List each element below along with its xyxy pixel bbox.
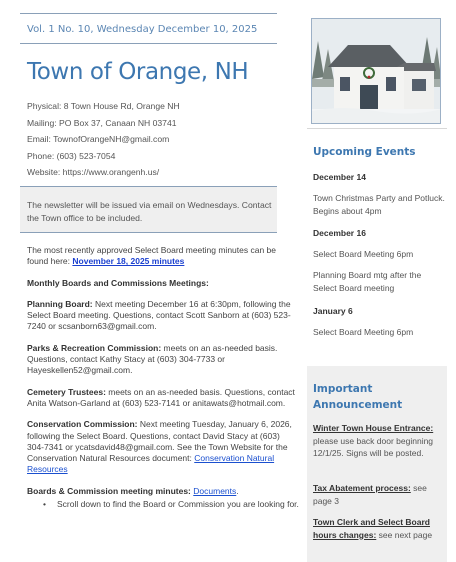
- meetings-heading: Monthly Boards and Commissions Meetings:: [27, 277, 209, 288]
- event-date: December 16: [313, 228, 366, 238]
- newsletter-notice-box: [20, 186, 277, 233]
- planning-board-paragraph: [27, 299, 299, 333]
- contact-email: Email: TownofOrangeNH@gmail.com: [27, 134, 170, 145]
- event-description: Planning Board mtg after the Select Board meeting: [313, 270, 422, 293]
- planning-board-label: Planning Board:: [27, 298, 93, 309]
- event-description: Select Board Meeting 6pm: [313, 249, 414, 259]
- parks-rec-label: Parks & Recreation Commission:: [27, 342, 162, 353]
- parks-rec-paragraph: [27, 343, 299, 377]
- planning-board-text: Next meeting December 16 at 6:30pm, following the Select Board meeting. Questions, contact Scott Sanborn at (603) 523-7240 or scsanborn63@gmail.com.: [27, 298, 291, 332]
- announcement-item: [313, 422, 443, 460]
- contact-block: [27, 98, 180, 181]
- conservation-link[interactable]: Conservation Natural Resources: [27, 453, 275, 475]
- event-date: January 6: [313, 306, 353, 316]
- boards-minutes-paragraph: [27, 486, 299, 511]
- mailing-address: Mailing: PO Box 37, Canaan NH 03741: [27, 117, 177, 128]
- parks-rec-text: meets on an as-needed basis. Questions, contact Kathy Stacy at (603) 304-7733 or Hayeskellen52@gmail.com.: [27, 342, 278, 376]
- cemetery-text: meets on an as-needed basis. Questions, contact Anita Watson-Garland at (603) 523-7141 or anitawats@hotmail.com.: [27, 386, 295, 408]
- newsletter-notice: The newsletter will be issued via email on Wednesdays. Contact the Town office to be included.: [27, 200, 272, 223]
- bullet-icon: •: [43, 499, 46, 510]
- contact-website: Website: https://www.orangenh.us/: [27, 167, 160, 178]
- event-date: December 14: [313, 172, 366, 182]
- event-description: Select Board Meeting 6pm: [313, 327, 414, 337]
- announcement-item: [313, 482, 443, 507]
- boards-minutes-label: Boards & Commission meeting minutes:: [27, 485, 191, 496]
- physical-address: Physical: 8 Town House Rd, Orange NH: [27, 101, 180, 111]
- announcement-text: see next page: [376, 529, 433, 540]
- announcement-title: Important Announcement: [313, 383, 403, 411]
- town-house-illustration: [312, 19, 441, 124]
- announcement-heading: Town Clerk and Select Board hours changes:: [313, 517, 430, 540]
- minutes-paragraph: [27, 245, 299, 268]
- documents-link[interactable]: Documents: [193, 485, 237, 496]
- list-item: [27, 499, 299, 510]
- page-title: Town of Orange, NH: [27, 59, 249, 85]
- cemetery-paragraph: [27, 387, 299, 410]
- issue-rule: [20, 43, 277, 44]
- announcement-item: [313, 516, 443, 541]
- bullet-text: Scroll down to find the Board or Commission you are looking for.: [57, 499, 299, 510]
- contact-phone: Phone: (603) 523-7054: [27, 150, 116, 161]
- cemetery-label: Cemetery Trustees:: [27, 386, 106, 397]
- minutes-link[interactable]: November 18, 2025 minutes: [72, 256, 185, 267]
- town-house-photo: [311, 18, 441, 124]
- announcement-text: please use back door beginning 12/1/25. Signs will be posted.: [313, 435, 434, 458]
- minutes-text: The most recently approved Select Board meeting minutes can be found here:: [27, 245, 276, 267]
- meetings-section: [27, 245, 299, 510]
- event-description: Town Christmas Party and Potluck. Begins about 4pm: [313, 193, 445, 216]
- announcement-heading: Winter Town House Entrance:: [313, 423, 434, 433]
- upcoming-events-title: Upcoming Events: [313, 146, 416, 158]
- boards-minutes-period: .: [236, 485, 239, 496]
- announcement-heading: Tax Abatement process:: [313, 483, 411, 493]
- announcement-text: see page 3: [313, 483, 427, 506]
- conservation-label: Conservation Commission:: [27, 419, 138, 430]
- conservation-text: Next meeting Tuesday, January 6, 2026, following the Select Board. Questions, contact David Stacy at (603) 304-7341 or ycatsdavid48@gmail.com. See the Town Website for the Conservation Natural Resources document:: [27, 419, 292, 464]
- top-rule: [20, 13, 277, 14]
- conservation-paragraph: [27, 419, 299, 475]
- issue-line: Vol. 1 No. 10, Wednesday December 10, 2025: [27, 24, 258, 35]
